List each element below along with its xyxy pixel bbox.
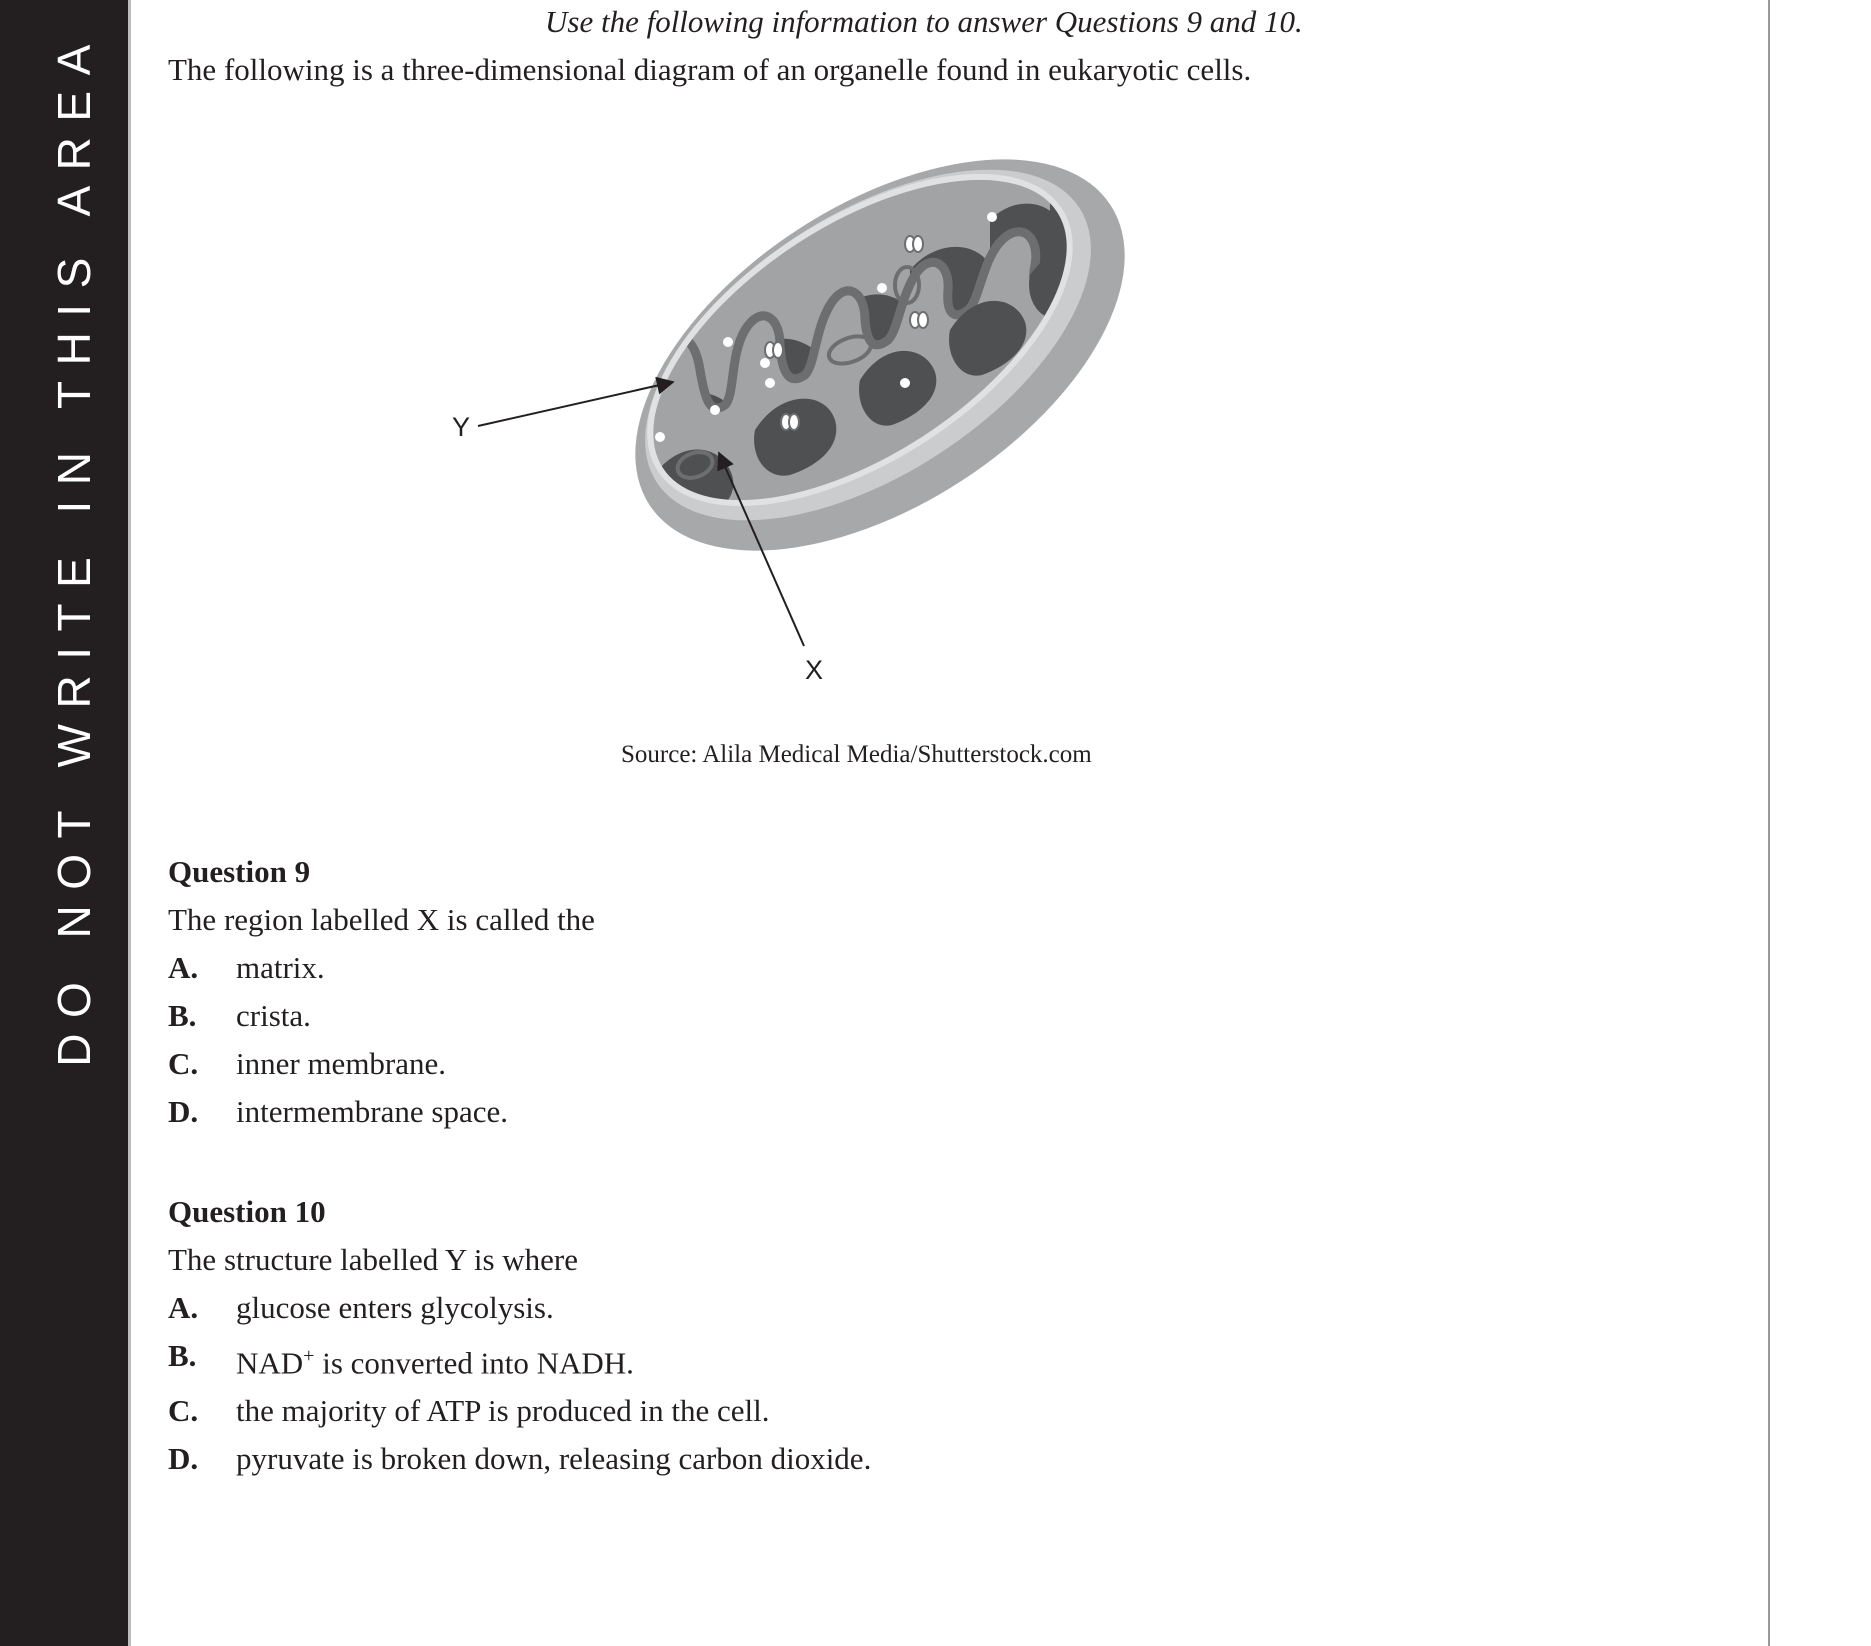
option-text: inner membrane. [236, 1046, 447, 1081]
question-9-option-b [168, 992, 595, 1040]
intro-text: The following is a three-dimensional diagram of an organelle found in eukaryotic cells. [168, 52, 1252, 87]
option-letter: A. [168, 1290, 199, 1325]
option-text: crista. [236, 998, 311, 1033]
option-letter: D. [168, 1441, 199, 1477]
option-text: pyruvate is broken down, releasing carbon dioxide. [236, 1441, 872, 1477]
option-text-nad: NAD [236, 1345, 304, 1381]
question-10-title: Question 10 [168, 1194, 326, 1229]
option-letter: B. [168, 998, 197, 1033]
question-9-stem: The region labelled X is called the [168, 902, 595, 937]
question-10-option-a [168, 1284, 871, 1332]
label-x: X [805, 655, 824, 685]
option-letter: C. [168, 1393, 199, 1429]
image-source: Source: Alila Medical Media/Shutterstock.com [621, 741, 1092, 768]
question-10-option-c [168, 1387, 871, 1435]
option-text: intermembrane space. [236, 1094, 508, 1129]
question-10-option-d [168, 1435, 871, 1483]
margin-bar [0, 0, 128, 1646]
option-text: matrix. [236, 950, 325, 985]
question-10 [168, 1188, 871, 1483]
intro-instruction: Use the following information to answer Questions 9 and 10. [545, 4, 1303, 39]
option-text [236, 1332, 634, 1387]
option-letter: A. [168, 950, 199, 985]
option-letter: C. [168, 1046, 199, 1081]
right-rule [1768, 0, 1770, 1646]
margin-notice: DO NOT WRITE IN THIS AREA [48, 29, 100, 1067]
option-letter: D. [168, 1094, 199, 1129]
option-text-superscript: + [303, 1345, 315, 1367]
label-y: Y [452, 412, 471, 442]
option-text: glucose enters glycolysis. [236, 1290, 554, 1325]
question-10-stem: The structure labelled Y is where [168, 1242, 579, 1277]
left-rule [128, 0, 131, 1646]
option-text-rest: is converted into NADH. [314, 1345, 634, 1381]
question-9-title: Question 9 [168, 854, 311, 889]
question-10-option-b [168, 1332, 871, 1387]
question-9-option-c [168, 1040, 595, 1088]
option-letter: B. [168, 1338, 197, 1373]
option-text: the majority of ATP is produced in the cell. [236, 1393, 770, 1429]
question-9 [168, 848, 595, 1136]
mitochondrion-diagram [430, 140, 1190, 700]
question-9-option-a [168, 944, 595, 992]
question-9-option-d [168, 1088, 595, 1136]
